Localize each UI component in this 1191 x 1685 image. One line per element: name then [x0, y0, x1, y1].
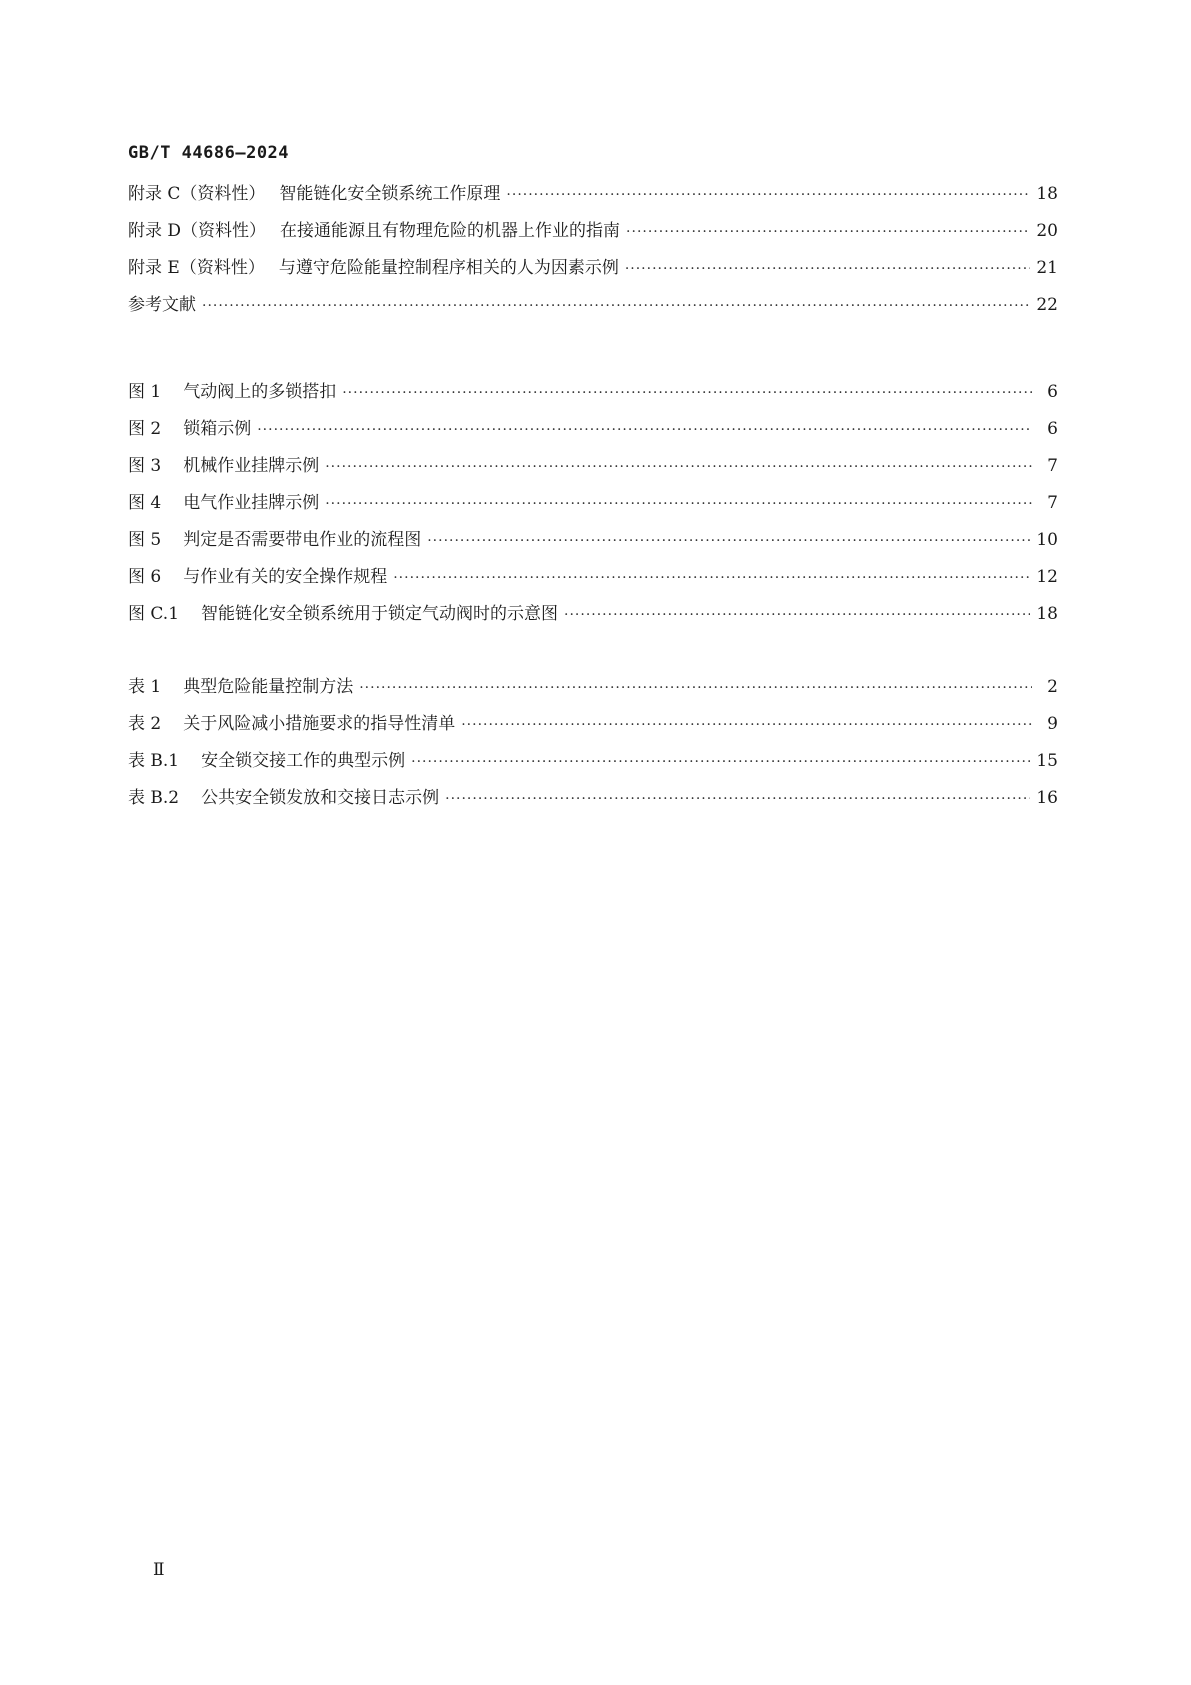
toc-entry-figure-6[interactable]: [128, 559, 1058, 596]
toc-dot-leader: [359, 670, 1032, 707]
toc-dot-leader: [626, 214, 1030, 251]
toc-entry-title: 与遵守危险能量控制程序相关的人为因素示例: [278, 258, 619, 278]
toc-dot-leader: [342, 375, 1032, 412]
toc-entry-page: 18: [1036, 604, 1058, 624]
toc-entry-page: 7: [1047, 493, 1058, 513]
toc-entry-prefix: 表 B.1: [128, 751, 180, 771]
toc-entry-title: 公共安全锁发放和交接日志示例: [201, 788, 440, 808]
toc-entry-prefix: 图 3: [128, 456, 162, 476]
toc-entry-page: 12: [1036, 567, 1058, 587]
toc-entry-title: 机械作业挂牌示例: [183, 456, 320, 476]
toc-dot-leader: [564, 597, 1030, 634]
toc-entry-prefix: 表 1: [128, 677, 162, 697]
toc-dot-leader: [411, 744, 1030, 781]
toc-entry-table-2[interactable]: [128, 706, 1058, 743]
toc-entry-title: 在接通能源且有物理危险的机器上作业的指南: [280, 221, 621, 241]
toc-entry-prefix: 表 B.2: [128, 788, 180, 808]
toc-entry-page: 10: [1036, 530, 1058, 550]
toc-entry-title: 判定是否需要带电作业的流程图: [183, 530, 422, 550]
toc-entry-page: 9: [1047, 714, 1058, 734]
toc-entry-annex-d[interactable]: [128, 213, 1058, 250]
toc-entry-title: 典型危险能量控制方法: [183, 677, 354, 697]
toc-entry-title: 电气作业挂牌示例: [183, 493, 320, 513]
toc-entry-prefix: 附录 D（资料性）: [128, 221, 267, 241]
toc-entry-figure-c1[interactable]: [128, 596, 1058, 633]
toc-entry-page: 7: [1047, 456, 1058, 476]
toc-entry-figure-5[interactable]: [128, 522, 1058, 559]
toc-entry-title: 关于风险减小措施要求的指导性清单: [183, 714, 456, 734]
standard-code: GB/T 44686—2024: [128, 143, 290, 163]
toc-dot-leader: [445, 781, 1030, 818]
toc-entry-page: 2: [1047, 677, 1058, 697]
toc-entry-table-b1[interactable]: [128, 743, 1058, 780]
toc-entry-page: 15: [1036, 751, 1058, 771]
toc-entry-title: 智能链化安全锁系统工作原理: [279, 184, 501, 204]
toc-tables-section: [128, 669, 1058, 817]
toc-dot-leader: [506, 177, 1030, 214]
toc-dot-leader: [202, 288, 1030, 325]
toc-entry-annex-e[interactable]: [128, 250, 1058, 287]
toc-entry-prefix: 图 6: [128, 567, 162, 587]
toc-entry-page: 21: [1036, 258, 1058, 278]
toc-dot-leader: [393, 560, 1030, 597]
toc-dot-leader: [625, 251, 1031, 288]
toc-entry-page: 6: [1047, 382, 1058, 402]
toc-entry-prefix: 表 2: [128, 714, 162, 734]
toc-entry-page: 18: [1036, 184, 1058, 204]
toc-entry-figure-4[interactable]: [128, 485, 1058, 522]
toc-entry-prefix: 图 1: [128, 382, 162, 402]
toc-entry-figure-2[interactable]: [128, 411, 1058, 448]
toc-entry-table-1[interactable]: [128, 669, 1058, 706]
toc-entry-page: 16: [1036, 788, 1058, 808]
toc-annex-section: [128, 176, 1058, 324]
toc-entry-title: 与作业有关的安全操作规程: [183, 567, 388, 587]
toc-dot-leader: [325, 449, 1032, 486]
toc-entry-prefix: 图 4: [128, 493, 162, 513]
toc-entry-page: 20: [1036, 221, 1058, 241]
toc-dot-leader: [427, 523, 1030, 560]
toc-figures-section: [128, 374, 1058, 633]
toc-entry-page: 6: [1047, 419, 1058, 439]
toc-entry-prefix: 图 2: [128, 419, 162, 439]
toc-entry-prefix: 附录 C（资料性）: [128, 184, 266, 204]
toc-dot-leader: [325, 486, 1032, 523]
toc-dot-leader: [461, 707, 1032, 744]
toc-dot-leader: [257, 412, 1032, 449]
toc-entry-figure-3[interactable]: [128, 448, 1058, 485]
toc-entry-annex-c[interactable]: [128, 176, 1058, 213]
toc-entry-prefix: 图 C.1: [128, 604, 180, 624]
page-number: Ⅱ: [153, 1560, 165, 1580]
toc-entry-title: 气动阀上的多锁搭扣: [183, 382, 337, 402]
toc-entry-bibliography[interactable]: [128, 287, 1058, 324]
toc-entry-table-b2[interactable]: [128, 780, 1058, 817]
toc-entry-title: 参考文献: [128, 295, 196, 315]
toc-entry-prefix: 图 5: [128, 530, 162, 550]
toc-entry-page: 22: [1036, 295, 1058, 315]
toc-entry-title: 锁箱示例: [183, 419, 252, 439]
toc-entry-title: 安全锁交接工作的典型示例: [201, 751, 406, 771]
toc-entry-figure-1[interactable]: [128, 374, 1058, 411]
toc-entry-prefix: 附录 E（资料性）: [128, 258, 265, 278]
toc-entry-title: 智能链化安全锁系统用于锁定气动阀时的示意图: [201, 604, 559, 624]
